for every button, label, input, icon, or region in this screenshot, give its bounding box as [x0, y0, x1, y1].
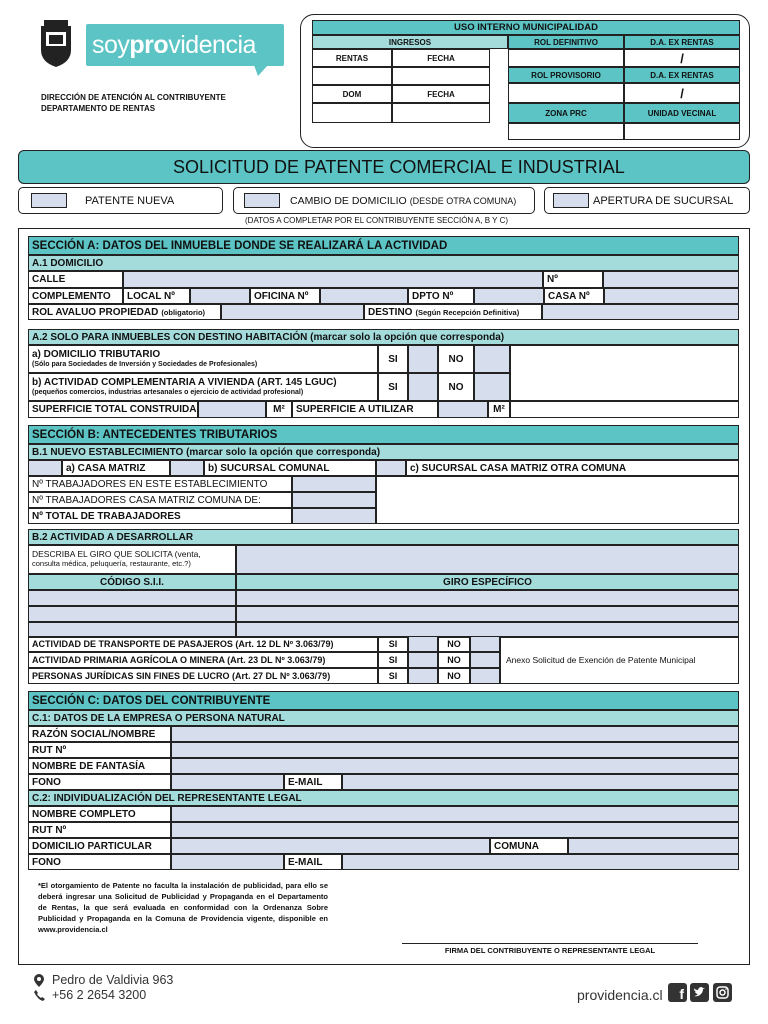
oficina-label: OFICINA Nº [250, 288, 320, 304]
destino-label-cell [364, 304, 542, 320]
no-label-1: NO [438, 345, 474, 373]
giro-esp-header: GIRO ESPECÍFICO [236, 574, 739, 590]
dept-line1: DIRECCIÓN DE ATENCIÓN AL CONTRIBUYENTE [41, 93, 226, 102]
b1-header: B.1 NUEVO ESTABLECIMIENTO (marcar solo la opción que corresponda) [28, 444, 739, 460]
facebook-icon[interactable]: f [668, 983, 687, 1002]
agric-no-label: NO [438, 652, 470, 668]
anexo-note: Anexo Solicitud de Exención de Patente Municipal [500, 636, 739, 684]
local-input[interactable] [190, 288, 250, 304]
option-apertura-sucursal[interactable] [544, 187, 750, 214]
label-patente-nueva: PATENTE NUEVA [85, 194, 175, 207]
suc-otra-box[interactable] [376, 460, 406, 476]
dom-fecha-field[interactable] [392, 103, 490, 123]
brand-logo [86, 24, 284, 76]
rol-definitivo-header: ROL DEFINITIVO [508, 35, 624, 49]
act-comp-si-box[interactable] [408, 373, 438, 401]
dom-trib-note: (Sólo para Sociedades de Inversión y Sociedades de Profesionales) [32, 360, 258, 368]
rol-provisorio-field[interactable] [508, 83, 624, 103]
twitter-icon[interactable] [690, 983, 709, 1002]
calle-label: CALLE [28, 271, 123, 288]
email-input-1[interactable] [342, 774, 739, 790]
giro-q3: consulta médica, peluquería, restaurante, etc.?) [32, 559, 191, 569]
agric-si-box[interactable] [408, 652, 438, 668]
sup-empty-cell [510, 401, 739, 418]
fantasia-label: NOMBRE DE FANTASÍA [28, 758, 171, 774]
fono-label-2: FONO [28, 854, 171, 870]
nombre-label: NOMBRE COMPLETO [28, 806, 171, 822]
a1-header: A.1 DOMICILIO [28, 255, 739, 271]
act-comp-cell [28, 373, 378, 401]
c1-header: C.1: DATOS DE LA EMPRESA O PERSONA NATURAL [28, 710, 739, 726]
a2-header: A.2 SOLO PARA INMUEBLES CON DESTINO HABITACIÓN (marcar solo la opción que corresponda) [28, 329, 739, 345]
destino-input[interactable] [542, 304, 739, 320]
trab-est-label: Nº TRABAJADORES EN ESTE ESTABLECIMIENTO [28, 476, 292, 492]
dom-label: DOM [312, 85, 392, 103]
act-comp-note: (pequeños comercios, industrias artesanales o ejercicio de actividad profesional) [32, 388, 304, 396]
sup-util-input[interactable] [438, 401, 488, 418]
casa-label: CASA Nº [544, 288, 604, 304]
trab-cm-input[interactable] [292, 492, 376, 508]
b2-header: B.2 ACTIVIDAD A DESARROLLAR [28, 529, 739, 545]
da-ex-rentas-header-2: D.A. EX RENTAS [624, 67, 740, 83]
giro-q2: (venta, [174, 549, 201, 560]
casa-matriz-box[interactable] [28, 460, 62, 476]
label-cambio-domicilio: CAMBIO DE DOMICILIO [290, 194, 407, 207]
ingresos-header: INGRESOS [312, 35, 508, 49]
options-note: (DATOS A COMPLETAR POR EL CONTRIBUYENTE SECCIÓN A, B Y C) [245, 216, 509, 225]
domicilio-input[interactable] [171, 838, 490, 854]
comuna-input[interactable] [568, 838, 739, 854]
act-comp-label: b) ACTIVIDAD COMPLEMENTARIA A VIVIENDA (ART. 145 LGUC) [32, 377, 337, 389]
form-title-bar [18, 150, 750, 184]
local-label: LOCAL Nº [123, 288, 190, 304]
destino-note: (Según Recepción Definitiva) [415, 307, 520, 317]
comuna-label: COMUNA [490, 838, 568, 854]
footer-phone-row [34, 988, 146, 1002]
location-pin-icon [34, 974, 44, 987]
brand-pro: pro [129, 30, 169, 59]
si-label-1: SI [378, 345, 408, 373]
phone-icon [34, 990, 45, 1001]
giro-esp-input-2[interactable] [236, 606, 739, 622]
footer-web[interactable]: providencia.cl [577, 987, 663, 1003]
oficina-input[interactable] [320, 288, 408, 304]
rentas-label: RENTAS [312, 49, 392, 67]
internal-title: USO INTERNO MUNICIPALIDAD [312, 20, 740, 35]
department-name [41, 92, 226, 114]
brand-videncia: videncia [168, 30, 256, 59]
trab-empty-cell [376, 476, 739, 524]
footer-phone: +56 2 2654 3200 [52, 988, 147, 1002]
dept-line2: DEPARTAMENTO DE RENTAS [41, 104, 156, 113]
option-patente-nueva[interactable] [18, 187, 223, 214]
fecha-label-1: FECHA [392, 49, 490, 67]
rut-label-1: RUT Nº [28, 742, 171, 758]
rut-label-2: RUT Nº [28, 822, 171, 838]
act-comp-no-box[interactable] [474, 373, 510, 401]
signature-line [402, 943, 698, 944]
casa-matriz-label: a) CASA MATRIZ [62, 460, 170, 476]
option-cambio-domicilio[interactable] [233, 187, 535, 214]
domicilio-label: DOMICILIO PARTICULAR [28, 838, 171, 854]
unidad-vecinal-field[interactable] [624, 123, 740, 140]
rol-note: (obligatorio) [161, 307, 206, 317]
fono-input-1[interactable] [171, 774, 284, 790]
pj-label: PERSONAS JURÍDICAS SIN FINES DE LUCRO (Art. 27 DL Nº 3.063/79) [28, 668, 378, 684]
footnote: *El otorgamiento de Patente no faculta la instalación de publicidad, para ello se deberá ingresar una Solicitud de Publicidad y Propaganda en el Departamento de Rentas, la que será evaluada en conformidad con la Ordenanza Sobre Publicidad y Propaganda en la Comuna de Providencia vigente, disponible en www.providencia.cl [38, 881, 328, 934]
transp-no-box[interactable] [470, 636, 500, 652]
fono-label-1: FONO [28, 774, 171, 790]
casa-input[interactable] [604, 288, 739, 304]
email-label-2: E-MAIL [284, 854, 342, 870]
signature-label: FIRMA DEL CONTRIBUYENTE O REPRESENTANTE LEGAL [444, 946, 656, 955]
da-ex-rentas-header-1: D.A. EX RENTAS [624, 35, 740, 49]
codigo-header: CÓDIGO S.I.I. [28, 574, 236, 590]
dpto-input[interactable] [474, 288, 544, 304]
brand-soy: soy [92, 30, 130, 59]
suc-comunal-box[interactable] [170, 460, 204, 476]
transp-no-label: NO [438, 636, 470, 652]
rentas-fecha-field[interactable] [392, 67, 490, 85]
transp-si-label: SI [378, 636, 408, 652]
transp-label: ACTIVIDAD DE TRANSPORTE DE PASAJEROS (Art. 12 DL Nº 3.063/79) [28, 636, 378, 652]
da-ex-rentas-field-2[interactable]: / [624, 83, 740, 103]
dom-trib-label: a) DOMICILIO TRIBUTARIO [32, 349, 161, 361]
numero-label: Nº [543, 271, 603, 288]
label-apertura-sucursal: APERTURA DE SUCURSAL [593, 194, 734, 207]
suc-comunal-label: b) SUCURSAL COMUNAL [204, 460, 376, 476]
footer-address-row [34, 973, 173, 987]
label-cambio-note: (DESDE OTRA COMUNA) [409, 195, 517, 206]
checkbox-patente-nueva[interactable] [31, 193, 67, 208]
footer-address: Pedro de Valdivia 963 [52, 973, 174, 987]
rol-provisorio-header: ROL PROVISORIO [508, 67, 624, 83]
a2-empty-cell [510, 345, 739, 401]
trab-total-input[interactable] [292, 508, 376, 524]
codigo-input-1[interactable] [28, 590, 236, 606]
rol-avaluo-label [28, 304, 221, 320]
sup-total-input[interactable] [198, 401, 266, 418]
section-a-title: SECCIÓN A: DATOS DEL INMUEBLE DONDE SE REALIZARÁ LA ACTIVIDAD [28, 236, 739, 255]
si-label-2: SI [378, 373, 408, 401]
checkbox-cambio-domicilio[interactable] [244, 193, 280, 208]
giro-question [28, 545, 236, 574]
suc-otra-label: c) SUCURSAL CASA MATRIZ OTRA COMUNA [406, 460, 739, 476]
m2-label-2: M² [488, 401, 510, 418]
dom-trib-si-box[interactable] [408, 345, 438, 373]
fecha-label-2: FECHA [392, 85, 490, 103]
nombre-input[interactable] [171, 806, 739, 822]
rut-input-1[interactable] [171, 742, 739, 758]
instagram-icon[interactable] [713, 983, 732, 1002]
c2-header: C.2: INDIVIDUALIZACIÓN DEL REPRESENTANTE LEGAL [28, 790, 739, 806]
rut-input-2[interactable] [171, 822, 739, 838]
no-label-2: NO [438, 373, 474, 401]
numero-input[interactable] [603, 271, 739, 288]
section-c-title: SECCIÓN C: DATOS DEL CONTRIBUYENTE [28, 691, 739, 710]
agric-label: ACTIVIDAD PRIMARIA AGRÍCOLA O MINERA (Art. 23 DL Nº 3.063/79) [28, 652, 378, 668]
unidad-vecinal-header: UNIDAD VECINAL [624, 103, 740, 123]
transp-si-box[interactable] [408, 636, 438, 652]
trab-total-label: Nº TOTAL DE TRABAJADORES [28, 508, 292, 524]
pj-si-box[interactable] [408, 668, 438, 684]
agric-no-box[interactable] [470, 652, 500, 668]
agric-si-label: SI [378, 652, 408, 668]
giro-q1: DESCRIBA EL GIRO QUE SOLICITA [32, 549, 173, 560]
dpto-label: DPTO Nº [408, 288, 474, 304]
dom-trib-no-box[interactable] [474, 345, 510, 373]
giro-input[interactable] [236, 545, 739, 574]
zona-prc-header: ZONA PRC [508, 103, 624, 123]
rentas-field[interactable] [312, 67, 392, 85]
form-title: SOLICITUD DE PATENTE COMERCIAL E INDUSTRIAL [173, 156, 625, 177]
section-b-title: SECCIÓN B: ANTECEDENTES TRIBUTARIOS [28, 425, 739, 444]
da-ex-rentas-field-1[interactable]: / [624, 49, 740, 67]
fantasia-input[interactable] [171, 758, 739, 774]
rol-avaluo-input[interactable] [221, 304, 364, 320]
dom-trib-cell [28, 345, 378, 373]
pj-no-label: NO [438, 668, 470, 684]
pj-no-box[interactable] [470, 668, 500, 684]
email-input-2[interactable] [342, 854, 739, 870]
municipal-crest-icon [38, 18, 74, 68]
trab-est-input[interactable] [292, 476, 376, 492]
sup-total-label: SUPERFICIE TOTAL CONSTRUIDA [28, 401, 198, 418]
zona-prc-field[interactable] [508, 123, 624, 140]
sup-util-label: SUPERFICIE A UTILIZAR [292, 401, 438, 418]
rol-label: ROL AVALUO PROPIEDAD [32, 306, 159, 318]
complemento-label: COMPLEMENTO [28, 288, 123, 304]
m2-label-1: M² [266, 401, 292, 418]
checkbox-apertura-sucursal[interactable] [553, 193, 589, 208]
razon-input[interactable] [171, 726, 739, 742]
giro-esp-input-1[interactable] [236, 590, 739, 606]
codigo-input-2[interactable] [28, 606, 236, 622]
destino-label: DESTINO [368, 306, 413, 318]
trab-cm-label: Nº TRABAJADORES CASA MATRIZ COMUNA DE: [28, 492, 292, 508]
dom-field[interactable] [312, 103, 392, 123]
email-label-1: E-MAIL [284, 774, 342, 790]
fono-input-2[interactable] [171, 854, 284, 870]
rol-definitivo-field[interactable] [508, 49, 624, 67]
pj-si-label: SI [378, 668, 408, 684]
calle-input[interactable] [123, 271, 543, 288]
razon-label: RAZÓN SOCIAL/NOMBRE [28, 726, 171, 742]
